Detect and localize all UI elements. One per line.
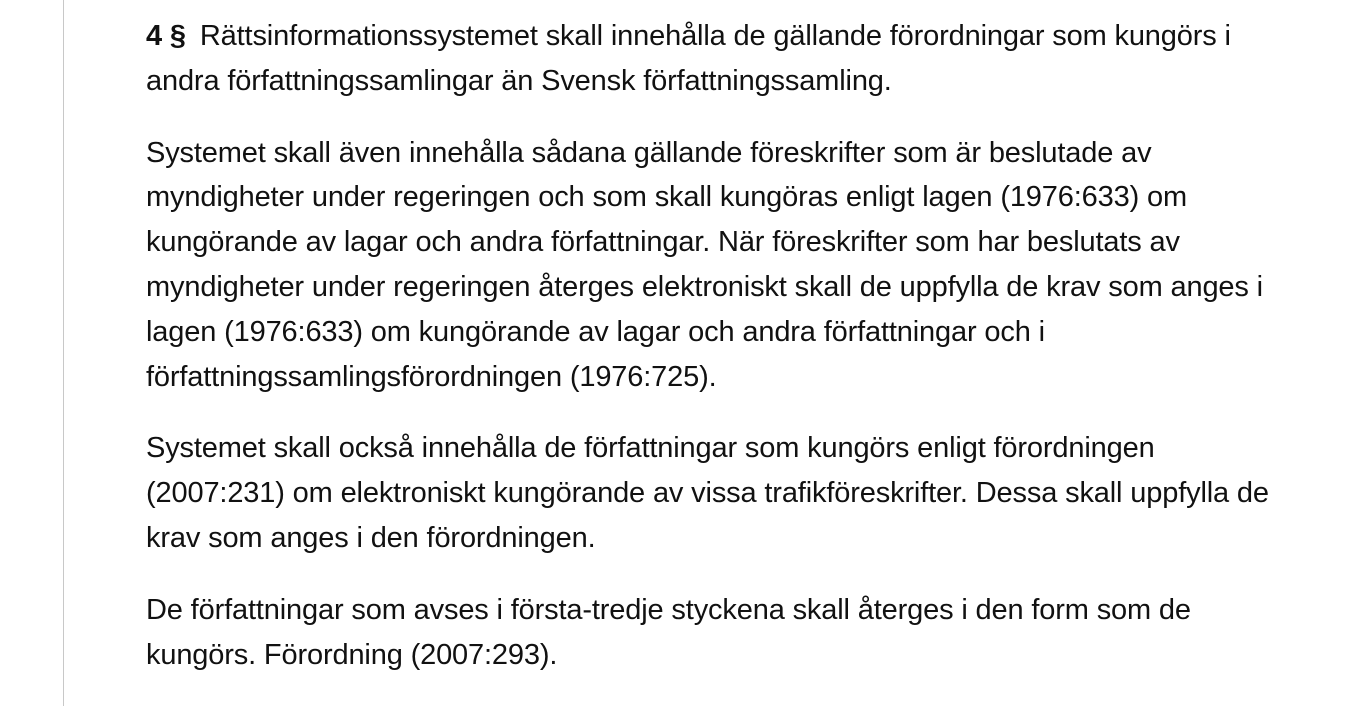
section-number: 4 §: [146, 20, 186, 52]
law-section-4: [146, 14, 1286, 704]
paragraph-1-text: Rättsinformationssystemet skall innehålla de gällande förordningar som kungörs i andra författningssamlingar än Svensk författningssamling.: [146, 20, 1231, 97]
paragraph-4: De författningar som avses i första-tredje styckena skall återges i den form som de kungörs. Förordning (2007:293).: [146, 593, 1191, 671]
paragraph-1: [146, 14, 1286, 104]
paragraph-3: Systemet skall också innehålla de författningar som kungörs enligt förordningen (2007:231) om elektroniskt kungörande av vissa trafikföreskrifter. Dessa skall uppfylla de krav som anges i den förordningen.: [146, 432, 1269, 554]
left-border-line: [63, 0, 64, 706]
paragraph-2: Systemet skall även innehålla sådana gällande föreskrifter som är beslutade av myndigheter under regeringen och som skall kungöras enligt lagen (1976:633) om kungörande av lagar och andra författningar. När föreskrifter som har beslutats av myndigheter under regeringen återges elektroniskt skall de uppfylla de krav som anges i lagen (1976:633) om kungörande av lagar och andra författningar och i författningssamlingsförordningen (1976:725).: [146, 136, 1263, 393]
